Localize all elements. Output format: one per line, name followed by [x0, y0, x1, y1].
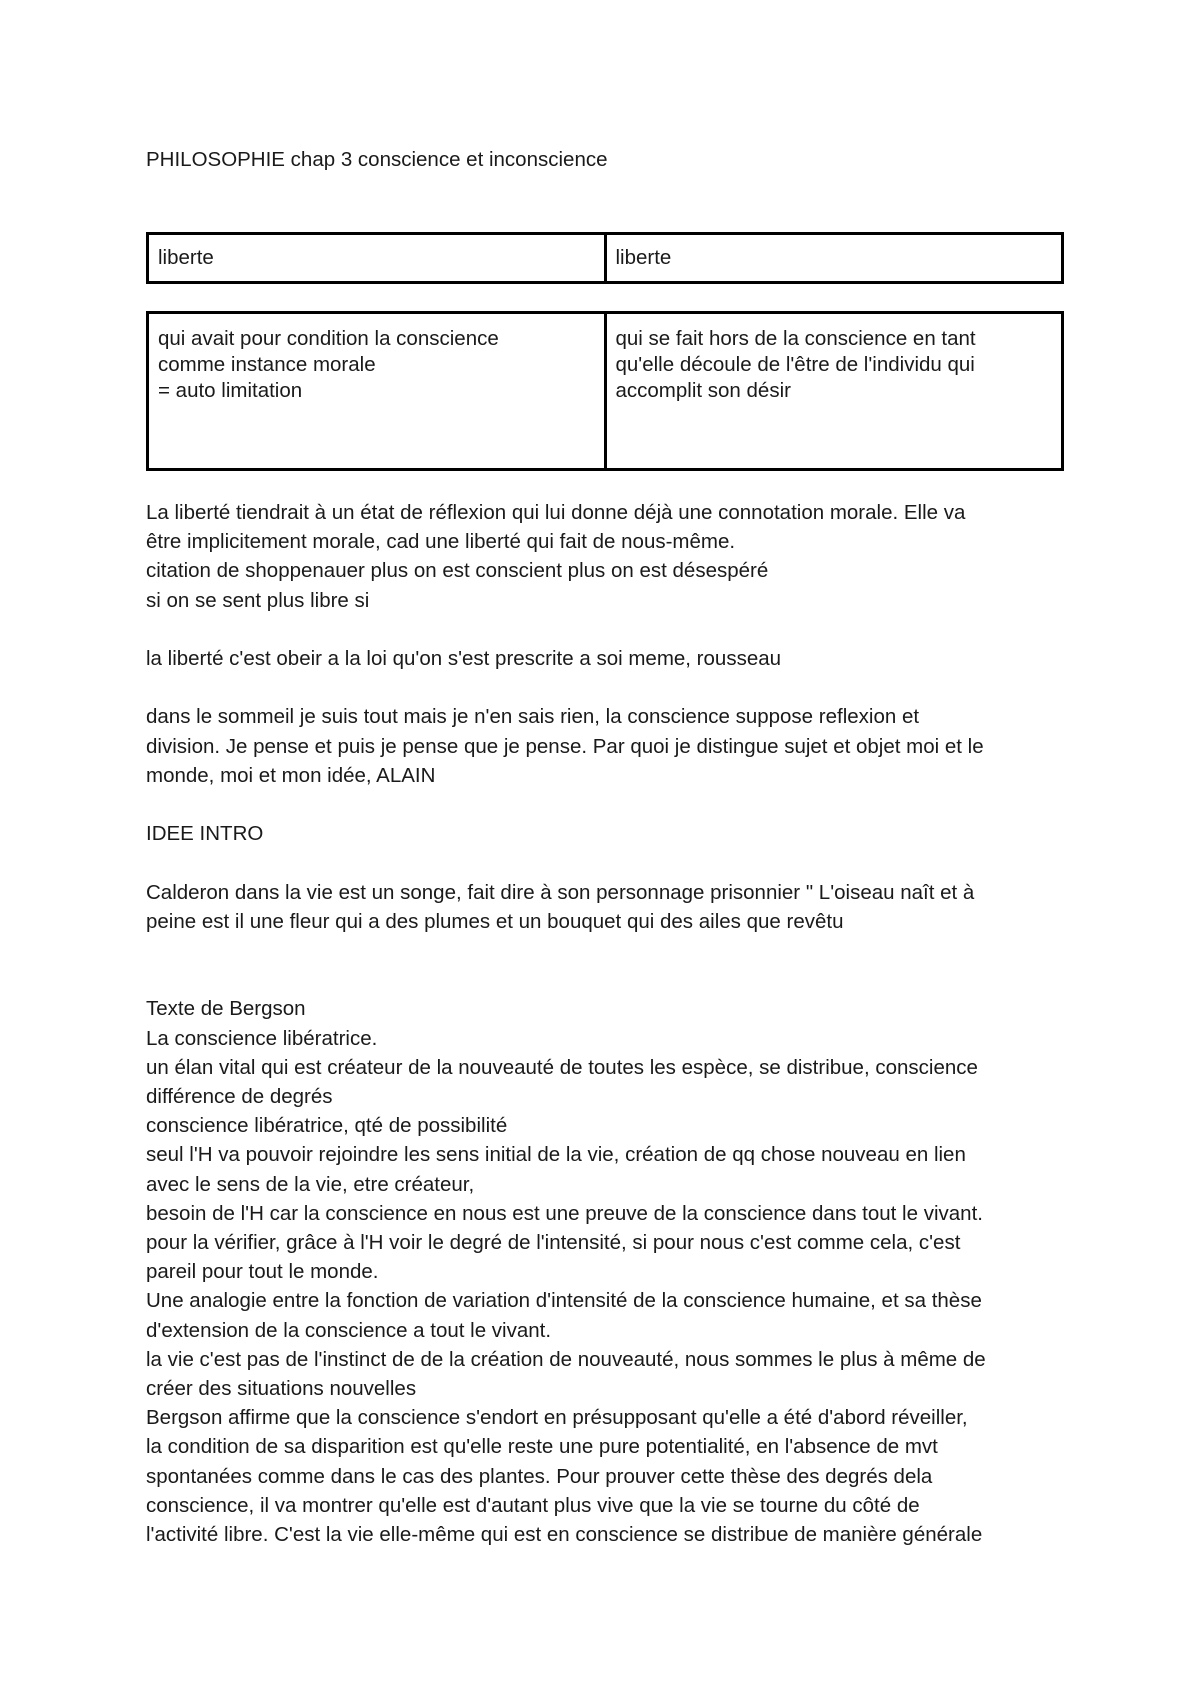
header-table	[146, 232, 1064, 284]
body-text	[146, 498, 1076, 1549]
text-line: si on se sent plus libre si	[146, 588, 370, 612]
text-line: peine est il une fleur qui a des plumes et un bouquet qui des ailes que revêtu	[146, 909, 844, 933]
section-heading-idee-intro	[146, 819, 1076, 848]
text-line: la liberté c'est obeir a la loi qu'on s'est prescrite a soi meme, rousseau	[146, 647, 782, 670]
text-line: différence de degrés	[146, 1084, 333, 1108]
text-line: spontanées comme dans le cas des plantes. Pour prouver cette thèse des degrés dela	[146, 1464, 933, 1488]
text-line: Bergson affirme que la conscience s'endort en présupposant qu'elle a été d'abord réveiller,	[146, 1406, 968, 1430]
header-cell-right-text: liberte	[615, 246, 672, 269]
text-line: avec le sens de la vie, etre créateur,	[146, 1172, 475, 1196]
header-cell-left	[149, 235, 604, 281]
table-line: qui se fait hors de la conscience en tant	[615, 327, 976, 350]
text-line: la vie c'est pas de l'instinct de de la création de nouveauté, nous sommes le plus à même de	[146, 1347, 986, 1371]
paragraph-bergson	[146, 994, 1076, 1549]
text-line: être implicitement morale, cad une liberté qui fait de nous-même.	[146, 530, 736, 554]
text-line: conscience libératrice, qté de possibilité	[146, 1114, 508, 1138]
text-line: division. Je pense et puis je pense que je pense. Par quoi je distingue sujet et objet moi et le	[146, 734, 984, 758]
table-line: accomplit son désir	[615, 379, 791, 402]
text-line: monde, moi et mon idée, ALAIN	[146, 763, 436, 787]
paragraph-rousseau	[146, 644, 1076, 673]
table-line: comme instance morale	[158, 353, 376, 376]
text-line: citation de shoppenauer plus on est conscient plus on est désespéré	[146, 559, 769, 583]
text-line: Texte de Bergson	[146, 997, 306, 1021]
text-line: Une analogie entre la fonction de variation d'intensité de la conscience humaine, et sa thèse	[146, 1289, 982, 1313]
header-cell-left-text: liberte	[158, 246, 214, 269]
text-line: dans le sommeil je suis tout mais je n'en sais rien, la conscience suppose reflexion et	[146, 705, 920, 729]
text-line: IDEE INTRO	[146, 822, 264, 846]
text-line: la condition de sa disparition est qu'elle reste une pure potentialité, en l'absence de mvt	[146, 1435, 938, 1459]
paragraph-liberte-reflexion	[146, 498, 1076, 615]
text-line: créer des situations nouvelles	[146, 1377, 417, 1401]
header-cell-right	[604, 235, 1062, 281]
content-table	[146, 311, 1064, 471]
text-line: besoin de l'H car la conscience en nous est une preuve de la conscience dans tout le vivant.	[146, 1201, 983, 1225]
text-line: l'activité libre. C'est la vie elle-même qui est en conscience se distribue de manière générale	[146, 1523, 983, 1547]
table-line: qui avait pour condition la conscience	[158, 327, 499, 350]
table-line: qu'elle découle de l'être de l'individu qui	[615, 353, 975, 376]
text-line: pareil pour tout le monde.	[146, 1260, 379, 1284]
text-line: conscience, il va montrer qu'elle est d'autant plus vive que la vie se tourne du côté de	[146, 1493, 920, 1517]
text-line: d'extension de la conscience a tout le vivant.	[146, 1318, 552, 1342]
paragraph-alain	[146, 702, 1076, 790]
text-line: Calderon dans la vie est un songe, fait dire à son personnage prisonnier " L'oiseau naît et à	[146, 880, 975, 904]
text-line: pour la vérifier, grâce à l'H voir le degré de l'intensité, si pour nous c'est comme cela, c'est	[146, 1231, 961, 1254]
content-cell-right	[604, 314, 1062, 468]
text-line: un élan vital qui est créateur de la nouveauté de toutes les espèce, se distribue, conscience	[146, 1055, 978, 1079]
text-line: La conscience libératrice.	[146, 1026, 378, 1050]
paragraph-calderon	[146, 878, 1076, 936]
text-line: La liberté tiendrait à un état de réflexion qui lui donne déjà une connotation morale. Elle va	[146, 501, 966, 524]
text-line: seul l'H va pouvoir rejoindre les sens initial de la vie, création de qq chose nouveau en lien	[146, 1143, 966, 1167]
content-cell-left	[149, 314, 604, 468]
table-line: = auto limitation	[158, 379, 303, 402]
page-title: PHILOSOPHIE chap 3 conscience et inconscience	[146, 148, 608, 171]
